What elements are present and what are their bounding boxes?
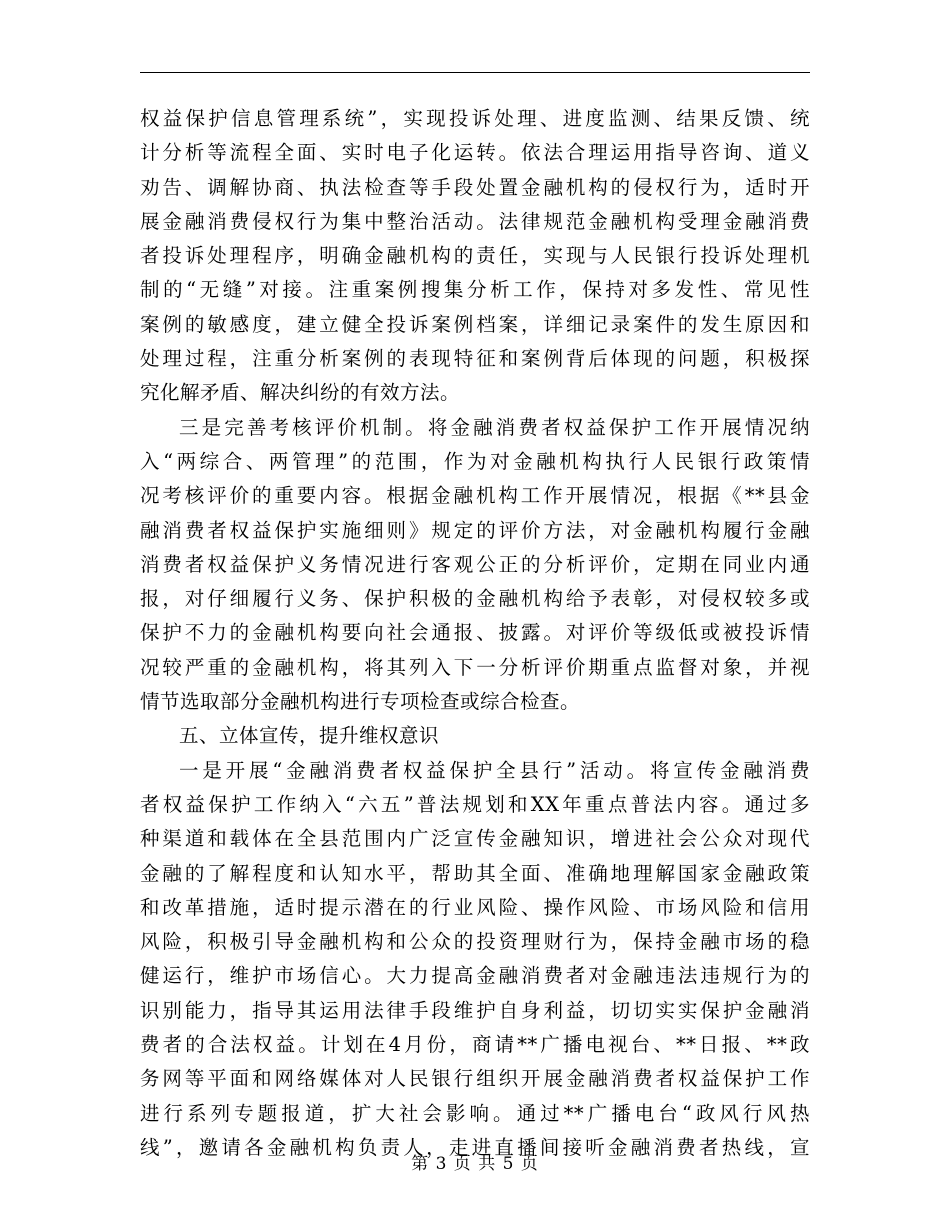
text-line: 风险，积极引导金融机构和公众的投资理财行为，保持金融市场的稳 (140, 930, 810, 954)
text-line: 进行系列专题报道，扩大社会影响。通过**广播电台“政风行风热 (140, 1101, 810, 1125)
text-line: 制的“无缝”对接。注重案例搜集分析工作，保持对多发性、常见性 (140, 278, 810, 302)
text-line: 识别能力，指导其运用法律手段维护自身利益，切切实实保护金融消 (140, 998, 810, 1022)
document-body (140, 102, 810, 1165)
text-line: 者投诉处理程序，明确金融机构的责任，实现与人民银行投诉处理机 (140, 244, 810, 268)
text-line: 案例的敏感度，建立健全投诉案例档案，详细记录案件的发生原因和 (140, 312, 810, 336)
text-line: 情节选取部分金融机构进行专项检查或综合检查。 (140, 690, 581, 714)
text-line: 展金融消费侵权行为集中整治活动。法律规范金融机构受理金融消费 (140, 209, 810, 233)
text-line: 报，对仔细履行义务、保护积极的金融机构给予表彰，对侵权较多或 (140, 587, 810, 611)
text-line: 保护不力的金融机构要向社会通报、披露。对评价等级低或被投诉情 (140, 621, 810, 645)
text-line: 劝告、调解协商、执法检查等手段处置金融机构的侵权行为，适时开 (140, 175, 810, 199)
text-line: 金融的了解程度和认知水平，帮助其全面、准确地理解国家金融政策 (140, 861, 810, 885)
text-line: 三是完善考核评价机制。将金融消费者权益保护工作开展情况纳 (179, 415, 810, 439)
text-line: 消费者权益保护义务情况进行客观公正的分析评价，定期在同业内通 (140, 552, 810, 576)
text-line: 处理过程，注重分析案例的表现特征和案例背后体现的问题，积极探 (140, 347, 810, 371)
section-heading: 五、立体宣传，提升维权意识 (179, 724, 440, 748)
text-line: 者权益保护工作纳入“六五”普法规划和XX年重点普法内容。通过多 (140, 792, 810, 816)
text-line: 费者的合法权益。计划在4月份，商请**广播电视台、**日报、**政 (140, 1033, 810, 1057)
text-line: 一是开展“金融消费者权益保护全县行”活动。将宣传金融消费 (179, 758, 810, 782)
text-line: 线”，邀请各金融机构负责人，走进直播间接听金融消费者热线，宣 (140, 1135, 810, 1159)
text-line: 入“两综合、两管理”的范围，作为对金融机构执行人民银行政策情 (140, 449, 810, 473)
text-line: 种渠道和载体在全县范围内广泛宣传金融知识，增进社会公众对现代 (140, 827, 810, 851)
header-rule (140, 72, 810, 73)
text-line: 权益保护信息管理系统”，实现投诉处理、进度监测、结果反馈、统 (140, 107, 810, 130)
text-line: 融消费者权益保护实施细则》规定的评价方法，对金融机构履行金融 (140, 518, 810, 542)
text-line: 务网等平面和网络媒体对人民银行组织开展金融消费者权益保护工作 (140, 1067, 810, 1091)
page-number-footer: 第 3 页 共 5 页 (411, 1154, 539, 1174)
text-line: 健运行，维护市场信心。大力提高金融消费者对金融违法违规行为的 (140, 964, 810, 988)
text-line: 计分析等流程全面、实时电子化运转。依法合理运用指导咨询、道义 (140, 141, 810, 165)
text-line: 究化解矛盾、解决纠纷的有效方法。 (140, 381, 461, 405)
text-line: 况考核评价的重要内容。根据金融机构工作开展情况，根据《**县金 (140, 484, 810, 508)
text-line: 和改革措施，适时提示潜在的行业风险、操作风险、市场风险和信用 (140, 895, 810, 919)
text-line: 况较严重的金融机构，将其列入下一分析评价期重点监督对象，并视 (140, 655, 810, 679)
